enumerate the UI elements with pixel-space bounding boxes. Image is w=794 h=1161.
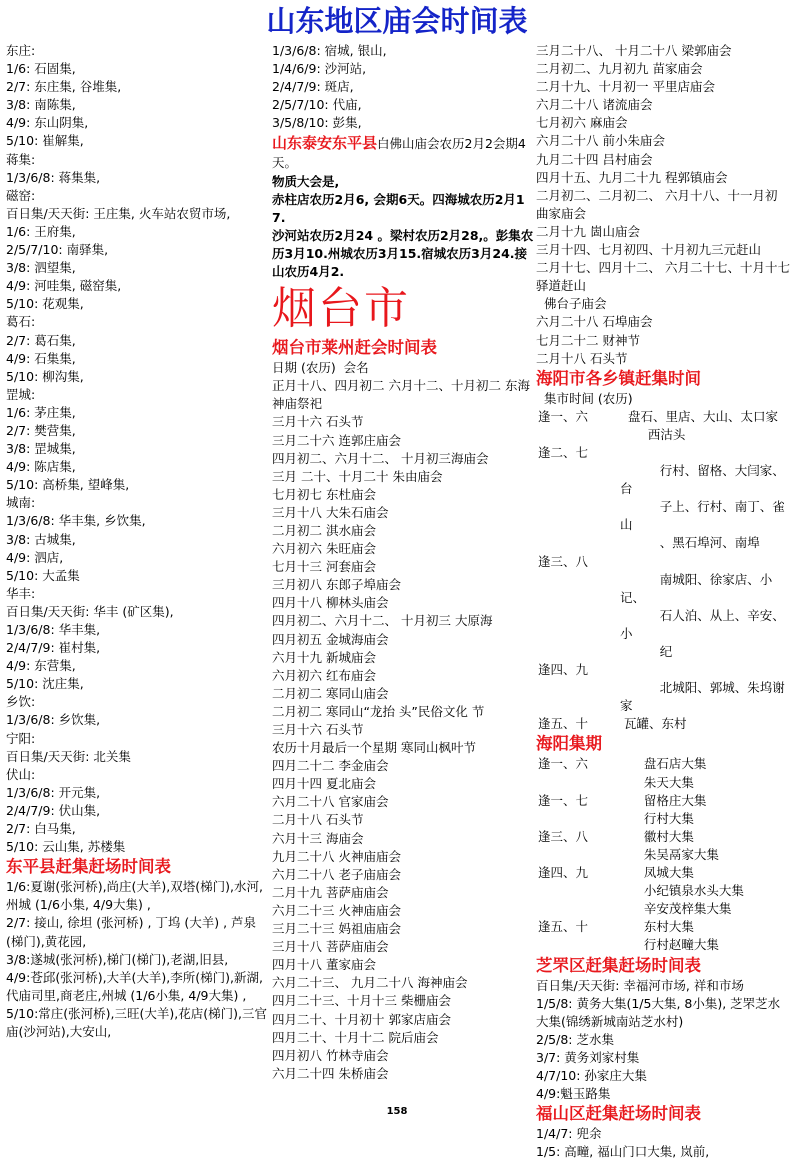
schedule-day <box>536 571 620 661</box>
text-line: 2/7: 葛石集, <box>6 332 76 348</box>
text-line: 1/6: 石固集, <box>6 61 76 77</box>
text-line: 1/5: 高疃, 福山门口大集, 岚前, <box>536 1144 710 1160</box>
text-line: 二月初二、九月初九 苗家庙会 <box>536 61 703 77</box>
schedule-day: 逢三、八 <box>538 553 589 569</box>
text-line: 四月初二、六月十二、 十月初三海庙会 <box>272 450 489 466</box>
text-line: 二月十九 崮山庙会 <box>536 223 640 239</box>
text-line: 四月十八 董家庙会 <box>272 957 376 973</box>
section-heading: 烟台市 <box>272 283 410 335</box>
text-line: 四月初五 金城海庙会 <box>272 631 389 647</box>
schedule-row <box>536 571 790 661</box>
text-line: 百日集/天天街: 幸福河市场, 祥和市场 <box>536 977 744 993</box>
text-line: 六月二十八 石埠庙会 <box>536 314 653 330</box>
text-line: 六月初六 朱旺庙会 <box>272 541 376 557</box>
schedule-markets: 凤城大集 小纪镇泉水头大集 辛安茂梓集大集 <box>643 865 744 917</box>
text-line: 5/10: 花观集, <box>6 296 84 312</box>
text-line: 葛石: <box>6 314 36 330</box>
schedule-markets: 留格庄大集 行村大集 <box>643 792 707 826</box>
schedule-day: 逢四、九 <box>538 865 589 881</box>
schedule-markets: 盘石、里店、大山、太口家 西沽头 <box>627 408 778 442</box>
schedule-day: 逢三、八 <box>538 828 589 844</box>
column-left <box>6 42 268 1041</box>
text-line: 1/4/6/9: 沙河站, <box>272 61 367 77</box>
text-line: 1/3/6/8: 乡饮集, <box>6 712 101 728</box>
text-line: 四月十四 夏北庙会 <box>272 776 376 792</box>
schedule-row <box>536 408 790 444</box>
schedule-row <box>536 462 790 552</box>
schedule-day: 逢一、六 <box>538 408 589 424</box>
section-heading: 芝罘区赶集赶场时间表 <box>536 955 701 975</box>
section-heading: 福山区赶集赶场时间表 <box>536 1104 701 1124</box>
text-line: 三月二十六 连郭庄庙会 <box>272 432 401 448</box>
text-line: 蒋集: <box>6 151 36 167</box>
page-title: 山东地区庙会时间表 <box>266 4 528 38</box>
text-line: 百日集/天天街: 王庄集, 火车站农贸市场, <box>6 205 231 221</box>
schedule-day <box>536 462 620 552</box>
text-line: 七月十三 河套庙会 <box>272 559 376 575</box>
text-line: 二月十八 石头节 <box>536 350 628 366</box>
text-line: 3/7: 黄务刘家村集 <box>536 1049 640 1065</box>
text-line: 2/5/8: 芝水集 <box>536 1031 614 1047</box>
text-line: 5/10: 柳沟集, <box>6 368 84 384</box>
text-line: 2/4/7/9: 伏山集, <box>6 802 101 818</box>
text-line: 日期 (农历) 会名 <box>272 360 369 376</box>
text-line: 六月二十八 前小朱庙会 <box>536 133 665 149</box>
schedule-row <box>536 444 790 462</box>
text-line: 九月二十四 吕村庙会 <box>536 151 653 167</box>
schedule-day <box>536 679 620 715</box>
column-middle <box>272 42 534 1083</box>
text-line: 六月二十四 朱桥庙会 <box>272 1065 389 1081</box>
text-line: 1/5/8: 黄务大集(1/5大集, 8小集), 芝罘芝水大集(锦绣新城南站芝水村) <box>536 995 781 1029</box>
text-line: 四月二十三、十月十三 柴栅庙会 <box>272 993 451 1009</box>
text-line: 百日集/天天街: 北关集 <box>6 748 131 764</box>
text-line: 二月初二 寒同山“龙抬 头”民俗文化 节 <box>272 703 485 719</box>
text-line: 四月初八 竹林寺庙会 <box>272 1047 389 1063</box>
text-line: 2/7: 白马集, <box>6 821 76 837</box>
text-line: 物质大会是, <box>272 173 340 189</box>
schedule-row <box>536 553 790 571</box>
schedule-markets: 南城阳、徐家店、小记、 石人泊、从上、辛安、小 纪 <box>620 571 785 659</box>
column-right <box>536 42 794 1161</box>
text-line: 2/4/7/9: 斑店, <box>272 79 354 95</box>
text-line: 伏山: <box>6 766 36 782</box>
text-line: 六月二十八 诸流庙会 <box>536 97 653 113</box>
text-line: 宁阳: <box>6 730 36 746</box>
text-line: 1/6: 茅庄集, <box>6 404 76 420</box>
text-line: 2/5/7/10: 南驿集, <box>6 242 109 258</box>
text-line: 四月初二、六月十二、 十月初三 大原海 <box>272 613 493 629</box>
text-line: 六月十三 海庙会 <box>272 830 364 846</box>
text-line: 1/4/7: 兜余 <box>536 1126 602 1142</box>
section-intro <box>272 132 534 172</box>
schedule-row <box>536 661 790 679</box>
schedule-markets: 徽村大集 朱吴鬲家大集 <box>643 828 719 862</box>
schedule-markets <box>620 553 790 571</box>
section-heading: 东平县赶集赶场时间表 <box>6 857 171 877</box>
text-line: 1/6:夏谢(张河桥),尚庄(大羊),双塔(梯门),水河,州城 (1/6小集, 4/9大集) , <box>6 879 263 913</box>
text-line: 二月十九、十月初一 平里店庙会 <box>536 79 715 95</box>
schedule-row <box>536 715 790 733</box>
text-line: 1/3/6/8: 华丰集, 乡饮集, <box>6 513 146 529</box>
text-line: 集市时间 (农历) <box>536 390 633 406</box>
text-line: 1/3/6/8: 蒋集集, <box>6 169 101 185</box>
schedule-day: 逢一、七 <box>538 792 589 808</box>
text-line: 赤柱店农历2月6, 会期6天。四海城农历2月17. <box>272 191 525 225</box>
text-line: 三月十八 菩萨庙庙会 <box>272 939 389 955</box>
text-line: 4/9: 石集集, <box>6 350 76 366</box>
text-line: 磁窑: <box>6 187 36 203</box>
text-line: 二月十九 菩萨庙庙会 <box>272 884 389 900</box>
text-line: 六月十九 新城庙会 <box>272 649 376 665</box>
schedule-row <box>536 755 790 791</box>
text-line: 四月十五、九月二十九 程郭镇庙会 <box>536 169 728 185</box>
section-heading: 山东泰安东平县 <box>272 134 378 153</box>
text-line: 5/10:常庄(张河桥),三旺(大羊),花店(梯门),三官庙(沙河站),大安山, <box>6 1005 267 1039</box>
text-line: 九月二十八 火神庙庙会 <box>272 848 401 864</box>
text-line: 四月十八 柳林头庙会 <box>272 595 389 611</box>
text-line: 六月二十八 官家庙会 <box>272 794 389 810</box>
text-line: 2/7: 樊营集, <box>6 422 76 438</box>
text-line: 乡饮: <box>6 694 36 710</box>
schedule-markets: 盘石店大集 朱天大集 <box>643 756 707 790</box>
text-line: 三月十八 大朱石庙会 <box>272 504 389 520</box>
text-line: 4/9: 泗店, <box>6 549 64 565</box>
text-line: 七月初七 东杜庙会 <box>272 486 376 502</box>
section-heading: 海阳市各乡镇赶集时间 <box>536 368 701 388</box>
text-line: 4/9: 东营集, <box>6 658 76 674</box>
text-line: 农历十月最后一个星期 寒同山枫叶节 <box>272 740 476 756</box>
text-line: 4/9: 陈店集, <box>6 459 76 475</box>
schedule-row <box>536 828 790 864</box>
text-line: 3/8: 古城集, <box>6 531 76 547</box>
text-line: 3/5/8/10: 彭集, <box>272 115 362 131</box>
text-line: 罡城: <box>6 386 36 402</box>
text-line: 东庄: <box>6 43 36 58</box>
text-line: 3/8:遂城(张河桥),梯门(梯门),老湖,旧县, <box>6 951 229 967</box>
text-line: 百日集/天天街: 华丰 (矿区集), <box>6 603 174 619</box>
text-line: 七月二十二 财神节 <box>536 332 640 348</box>
text-line: 1/3/6/8: 华丰集, <box>6 622 101 637</box>
text-line: 佛台子庙会 <box>536 296 607 312</box>
schedule-markets: 东村大集 行村赵疃大集 <box>643 919 719 953</box>
schedule-day: 逢四、九 <box>538 662 589 678</box>
schedule-row <box>536 864 790 918</box>
text-line: 三月二十三 妈祖庙庙会 <box>272 921 401 937</box>
text-line: 5/10: 崔解集, <box>6 133 84 149</box>
schedule-markets: 北城阳、郭城、朱坞谢家 <box>620 680 785 714</box>
text-line: 3/8: 罡城集, <box>6 441 76 457</box>
page-number: 158 <box>386 1106 408 1117</box>
text-line: 六月二十三 火神庙庙会 <box>272 902 401 918</box>
schedule-markets: 行村、留格、大闫家、台 子上、行村、南丁、雀山 、黑石埠河、南埠 <box>620 463 785 551</box>
text-line: 六月二十三、 九月二十八 海神庙会 <box>272 975 468 991</box>
schedule-day: 逢二、七 <box>538 444 589 460</box>
text-line: 三月初八 东郎子埠庙会 <box>272 577 401 593</box>
text-line: 二月十八 石头节 <box>272 812 364 828</box>
text-line: 4/7/10: 孙家庄大集 <box>536 1067 647 1083</box>
schedule-day: 逢五、十 <box>538 919 589 935</box>
text-line: 4/9: 东山阴集, <box>6 115 89 131</box>
text-line: 4/9:魁玉路集 <box>536 1086 611 1102</box>
text-line: 六月二十八 老子庙庙会 <box>272 866 401 882</box>
text-line: 沙河站农历2月24 。梁村农历2月28,。彭集农历3月10.州城农历3月15.宿城农历3月24.接山农历4月2. <box>272 227 534 280</box>
text-line: 二月初二、二月初二、 六月十八、十一月初 曲家庙会 <box>536 187 782 221</box>
text-line: 5/10: 大孟集 <box>6 567 80 583</box>
text-line: 5/10: 高桥集, 望峰集, <box>6 477 130 493</box>
text-line: 2/5/7/10: 代庙, <box>272 97 362 113</box>
schedule-row <box>536 918 790 954</box>
text-line: 城南: <box>6 495 36 511</box>
text-line: 2/7: 接山, 徐坦 (张河桥) , 丁坞 (大羊) , 芦泉 (梯门),黄花园, <box>6 915 261 949</box>
text-line: 三月十六 石头节 <box>272 414 364 430</box>
text-line: 1/3/6/8: 开元集, <box>6 784 101 800</box>
text-line: 华丰: <box>6 585 36 601</box>
section-intro-text: 白佛山庙会农历2月2会期4天。 <box>272 136 526 171</box>
text-line: 三月十四、七月初四、十月初九三元赶山 <box>536 242 762 258</box>
text-line: 4/9: 河哇集, 磁窑集, <box>6 278 122 294</box>
text-line: 二月十七、四月十二、 六月二十七、十月十七 驿道赶山 <box>536 260 794 294</box>
text-line: 正月十八、四月初二 六月十二、十月初二 东海神庙祭祀 <box>272 378 530 412</box>
schedule-day: 逢五、十 <box>538 716 589 732</box>
text-line: 六月初六 红布庙会 <box>272 667 376 683</box>
schedule-markets <box>620 444 790 462</box>
text-line: 四月二十、十月初十 郭家店庙会 <box>272 1011 451 1027</box>
text-line: 5/10: 沈庄集, <box>6 676 84 692</box>
section-heading: 烟台市莱州赶会时间表 <box>272 338 437 358</box>
text-line: 三月 二十、十月二十 朱由庙会 <box>272 468 443 484</box>
text-line: 4/9:苍邱(张河桥),大羊(大羊),李所(梯门),新湖,代庙司里,商老庄,州城 (1/6小集, 4/9大集) , <box>6 969 263 1003</box>
text-line: 3/8: 泗望集, <box>6 260 76 276</box>
text-line: 七月初六 麻庙会 <box>536 115 628 131</box>
schedule-row <box>536 792 790 828</box>
section-heading: 海阳集期 <box>536 734 602 754</box>
text-line: 2/4/7/9: 崔村集, <box>6 640 101 656</box>
text-line: 1/6: 王府集, <box>6 223 76 239</box>
text-line: 四月二十二 李金庙会 <box>272 758 389 774</box>
text-line: 3/8: 南陈集, <box>6 97 76 113</box>
text-line: 2/7: 东庄集, 谷堆集, <box>6 79 122 95</box>
text-line: 二月初二 淇水庙会 <box>272 522 376 538</box>
text-line: 三月二十八、 十月二十八 梁郭庙会 <box>536 43 732 58</box>
schedule-row <box>536 679 790 715</box>
schedule-markets <box>620 661 790 679</box>
text-line: 5/10: 云山集, 苏楼集 <box>6 839 126 855</box>
text-line: 二月初二 寒同山庙会 <box>272 685 389 701</box>
text-line: 四月二十、十月十二 院后庙会 <box>272 1029 439 1045</box>
text-line: 三月十六 石头节 <box>272 722 364 737</box>
schedule-day: 逢一、六 <box>538 756 589 772</box>
text-line: 1/3/6/8: 宿城, 银山, <box>272 43 387 58</box>
schedule-markets: 瓦罐、东村 <box>620 716 687 732</box>
